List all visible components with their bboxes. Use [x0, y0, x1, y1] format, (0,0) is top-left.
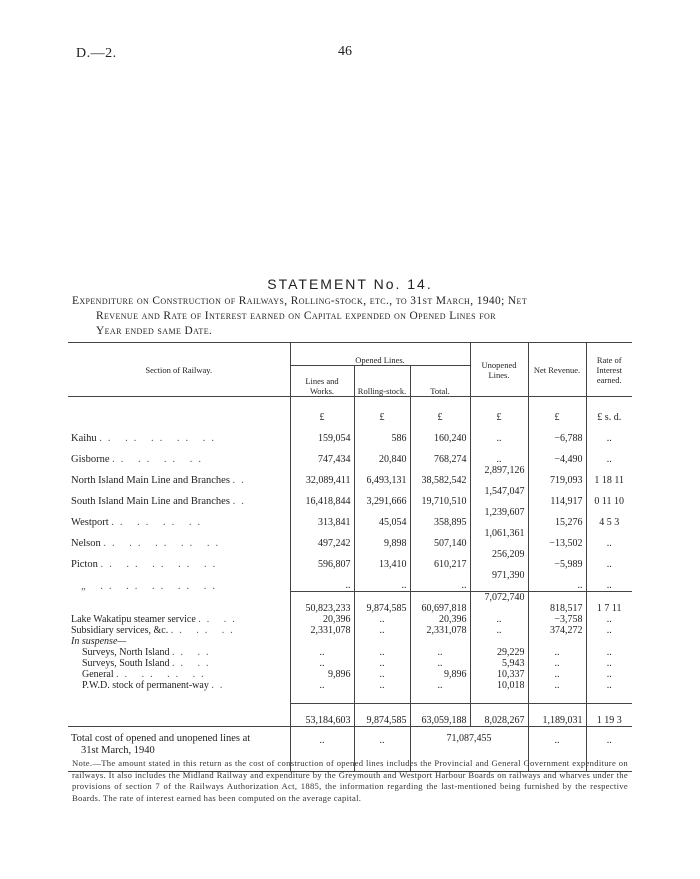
cell-unopened: 1,239,607: [470, 507, 528, 528]
cell-lines-works: 32,089,411: [290, 465, 354, 486]
cell-rate: ..: [586, 614, 632, 625]
grand-rate: 1 19 3: [586, 704, 632, 727]
cell-lines-works: 20,396: [290, 614, 354, 625]
cell-total: 20,396: [410, 614, 470, 625]
cell-lines-works: 2,331,078: [290, 625, 354, 636]
cell-rate: 1 18 11: [586, 465, 632, 486]
subtotal-net-revenue: 818,517: [528, 592, 586, 615]
railway-expenditure-table: [68, 342, 632, 772]
col-opened-lines-header: Opened Lines.: [290, 343, 470, 366]
cell-total: 160,240: [410, 423, 470, 444]
table-row: P.W.D. stock of permanent-way .. .. .. .. 10,018 .. ..: [68, 680, 632, 691]
cell-rate: ..: [586, 669, 632, 680]
cell-rate: ..: [586, 528, 632, 549]
cell-net-revenue: −5,989: [528, 549, 586, 570]
cell-rate: 0 11 10: [586, 486, 632, 507]
subtotal-lines-works: 50,823,233: [290, 592, 354, 615]
cell-rate: ..: [586, 625, 632, 636]
cell-lines-works: ..: [290, 680, 354, 691]
row-label: North Island Main Line and Branches: [71, 475, 230, 486]
footnote: Note.—The amount stated in this return as the cost of construction of opened lines includes the Provincial and General Government expenditure on railways. It also includes the Midland Railway and expenditure by the Greymouth and Westport Harbour Boards on railways and wharves under the provisions of section 7 of the Railways Authorization Act, 1885, the information regarding the last-mentioned being furnished by the respective Boards. The rate of interest earned has been computed on the average capital.: [72, 758, 628, 803]
cell-rolling-stock: 586: [354, 423, 410, 444]
cell-lines-works: ..: [290, 658, 354, 669]
cell-unopened: ..: [470, 423, 528, 444]
cell-lines-works: 9,896: [290, 669, 354, 680]
cell-total: 19,710,510: [410, 486, 470, 507]
cell-rolling-stock: ..: [354, 669, 410, 680]
row-label: Nelson: [71, 538, 101, 549]
cell-unopened: 10,018: [470, 680, 528, 691]
cell-total: ..: [410, 647, 470, 658]
cell-rolling-stock: 20,840: [354, 444, 410, 465]
row-label: Picton: [71, 559, 98, 570]
subtotal-rate: 1 7 11: [586, 592, 632, 615]
cell-total: 38,582,542: [410, 465, 470, 486]
table-row: South Island Main Line and Branches .. 16,418,844 3,291,666 19,710,510 1,547,047 114,917 0 11 10: [68, 486, 632, 507]
total-cost-rs: ..: [354, 727, 410, 758]
col-total-header: Total.: [410, 366, 470, 397]
cell-lines-works: 159,054: [290, 423, 354, 444]
total-cost-label-1: Total cost of opened and unopened lines at: [71, 733, 251, 744]
cell-rate: ..: [586, 680, 632, 691]
cell-net-revenue: −13,502: [528, 528, 586, 549]
cell-rolling-stock: 3,291,666: [354, 486, 410, 507]
cell-rate: ..: [586, 549, 632, 570]
cell-rolling-stock: ..: [354, 625, 410, 636]
page-number: 46: [338, 44, 352, 59]
cell-rate: ..: [586, 658, 632, 669]
cell-net-revenue: ..: [528, 647, 586, 658]
cell-total: ..: [410, 680, 470, 691]
cell-unopened: 1,061,361: [470, 528, 528, 549]
cell-rate: 4 5 3: [586, 507, 632, 528]
col-net-revenue-header: Net Revenue.: [528, 343, 586, 397]
table-row: General .. .. .. .. 9,896 .. 9,896 10,337 .. ..: [68, 669, 632, 680]
cell-unopened: ..: [470, 444, 528, 465]
cell-net-revenue: 374,272: [528, 625, 586, 636]
cell-lines-works: 313,841: [290, 507, 354, 528]
cell-net-revenue: ..: [528, 658, 586, 669]
cell-total: 2,331,078: [410, 625, 470, 636]
caption-line-2: Revenue and Rate of Interest earned on Capital expended on Opened Lines for: [96, 310, 496, 322]
subtotal-rolling-stock: 9,874,585: [354, 592, 410, 615]
col-rate-header: Rate of Interest earned.: [586, 343, 632, 397]
table-row: Subsidiary services, &c. .. .. .. 2,331,078 .. 2,331,078 .. 374,272 ..: [68, 625, 632, 636]
col-unopened-header: Unopened Lines.: [470, 343, 528, 397]
cell-unopened: 256,209: [470, 549, 528, 570]
grand-total: 63,059,188: [410, 704, 470, 727]
total-cost-lw: ..: [290, 727, 354, 758]
unit-rs: £: [354, 409, 410, 423]
statement-caption: [72, 294, 628, 339]
unit-rate: £ s. d.: [586, 409, 632, 423]
table-row: Gisborne .. .. .. .. 747,434 20,840 768,274 .. −4,490 ..: [68, 444, 632, 465]
row-label: South Island Main Line and Branches: [71, 496, 230, 507]
cell-lines-works: 497,242: [290, 528, 354, 549]
cell-rate: ..: [586, 647, 632, 658]
cell-total: 768,274: [410, 444, 470, 465]
subtotal-total: 60,697,818: [410, 592, 470, 615]
cell-unopened: 10,337: [470, 669, 528, 680]
table-row: Nelson .. .. .. .. .. 497,242 9,898 507,140 1,061,361 −13,502 ..: [68, 528, 632, 549]
cell-total: 610,217: [410, 549, 470, 570]
subtotal-row: [68, 592, 632, 615]
table-row: North Island Main Line and Branches .. 32,089,411 6,493,131 38,582,542 2,897,126 719,093 1 18 11: [68, 465, 632, 486]
cell-rate: ..: [586, 423, 632, 444]
total-cost-label-2: 31st March, 1940: [81, 745, 155, 756]
caption-line-3: Year ended same Date.: [96, 325, 213, 337]
cell-lines-works: 596,807: [290, 549, 354, 570]
suspense-label: In suspense—: [71, 636, 127, 647]
cell-net-revenue: ..: [528, 680, 586, 691]
cell-net-revenue: −4,490: [528, 444, 586, 465]
cell-lines-works: ..: [290, 647, 354, 658]
cell-total: 507,140: [410, 528, 470, 549]
cell-rolling-stock: ..: [354, 680, 410, 691]
cell-total: 358,895: [410, 507, 470, 528]
row-label: Kaihu: [71, 433, 97, 444]
unit-lw: £: [290, 409, 354, 423]
cell-rolling-stock: ..: [354, 647, 410, 658]
cell-unopened: 29,229: [470, 647, 528, 658]
cell-net-revenue: 719,093: [528, 465, 586, 486]
grand-net-revenue: 1,189,031: [528, 704, 586, 727]
table-row: Lake Wakatipu steamer service .. .. 20,396 .. 20,396 .. −3,758 ..: [68, 614, 632, 625]
cell-unopened: 1,547,047: [470, 486, 528, 507]
grand-total-row: [68, 704, 632, 727]
row-label: Westport: [71, 517, 109, 528]
cell-rolling-stock: ..: [354, 658, 410, 669]
cell-rolling-stock: 45,054: [354, 507, 410, 528]
cell-rolling-stock: ..: [354, 614, 410, 625]
col-lines-works-header: Lines and Works.: [290, 366, 354, 397]
col-rolling-stock-header: Rolling-stock.: [354, 366, 410, 397]
cell-rolling-stock: 13,410: [354, 549, 410, 570]
total-cost-rate: ..: [586, 727, 632, 758]
grand-rolling-stock: 9,874,585: [354, 704, 410, 727]
caption-line-1: Expenditure on Construction of Railways, Rolling-stock, etc., to 31st March, 1940; Net: [72, 295, 528, 307]
cell-rolling-stock: 6,493,131: [354, 465, 410, 486]
table-row: Kaihu .. .. .. .. .. 159,054 586 160,240 .. −6,788 ..: [68, 423, 632, 444]
row-label: Subsidiary services, &c.: [71, 625, 169, 636]
cell-lines-works: 16,418,844: [290, 486, 354, 507]
total-cost-combined: 71,087,455: [410, 727, 528, 758]
row-label: Gisborne: [71, 454, 110, 465]
row-label: Surveys, South Island: [82, 658, 170, 669]
statement-title: STATEMENT No. 14.: [267, 276, 433, 292]
row-label: Surveys, North Island: [82, 647, 170, 658]
cell-total: ..: [410, 658, 470, 669]
cell-net-revenue: −3,758: [528, 614, 586, 625]
col-section-header: Section of Railway.: [68, 343, 290, 397]
cell-lines-works: 747,434: [290, 444, 354, 465]
cell-net-revenue: 15,276: [528, 507, 586, 528]
cell-unopened: 5,943: [470, 658, 528, 669]
unit-unopened: £: [470, 409, 528, 423]
table-row: Westport .. .. .. .. 313,841 45,054 358,895 1,239,607 15,276 4 5 3: [68, 507, 632, 528]
grand-unopened: 8,028,267: [470, 704, 528, 727]
row-label: P.W.D. stock of permanent-way: [82, 680, 209, 691]
document-reference: D.—2.: [76, 46, 117, 61]
table-row: Surveys, South Island .. .. .. .. .. 5,943 .. ..: [68, 658, 632, 669]
cell-rolling-stock: 9,898: [354, 528, 410, 549]
row-label: General: [82, 669, 114, 680]
cell-unopened: ..: [470, 625, 528, 636]
cell-rate: ..: [586, 444, 632, 465]
grand-lines-works: 53,184,603: [290, 704, 354, 727]
unit-total: £: [410, 409, 470, 423]
cell-unopened: 2,897,126: [470, 465, 528, 486]
cell-unopened: ..: [470, 614, 528, 625]
row-label: Lake Wakatipu steamer service: [71, 614, 196, 625]
unit-net-revenue: £: [528, 409, 586, 423]
total-cost-row: [68, 727, 632, 758]
cell-net-revenue: −6,788: [528, 423, 586, 444]
total-cost-net-revenue: ..: [528, 727, 586, 758]
cell-unopened-extra: 971,390: [470, 570, 528, 592]
table-row: Surveys, North Island .. .. .. .. .. 29,229 .. ..: [68, 647, 632, 658]
cell-net-revenue: 114,917: [528, 486, 586, 507]
subtotal-unopened: 7,072,740: [470, 592, 528, 615]
cell-total: 9,896: [410, 669, 470, 680]
table-row: „ .. .. .. .. .. .. .. .. 971,390 .. ..: [68, 570, 632, 592]
table-row: Picton .. .. .. .. .. 596,807 13,410 610,217 256,209 −5,989 ..: [68, 549, 632, 570]
cell-net-revenue: ..: [528, 669, 586, 680]
